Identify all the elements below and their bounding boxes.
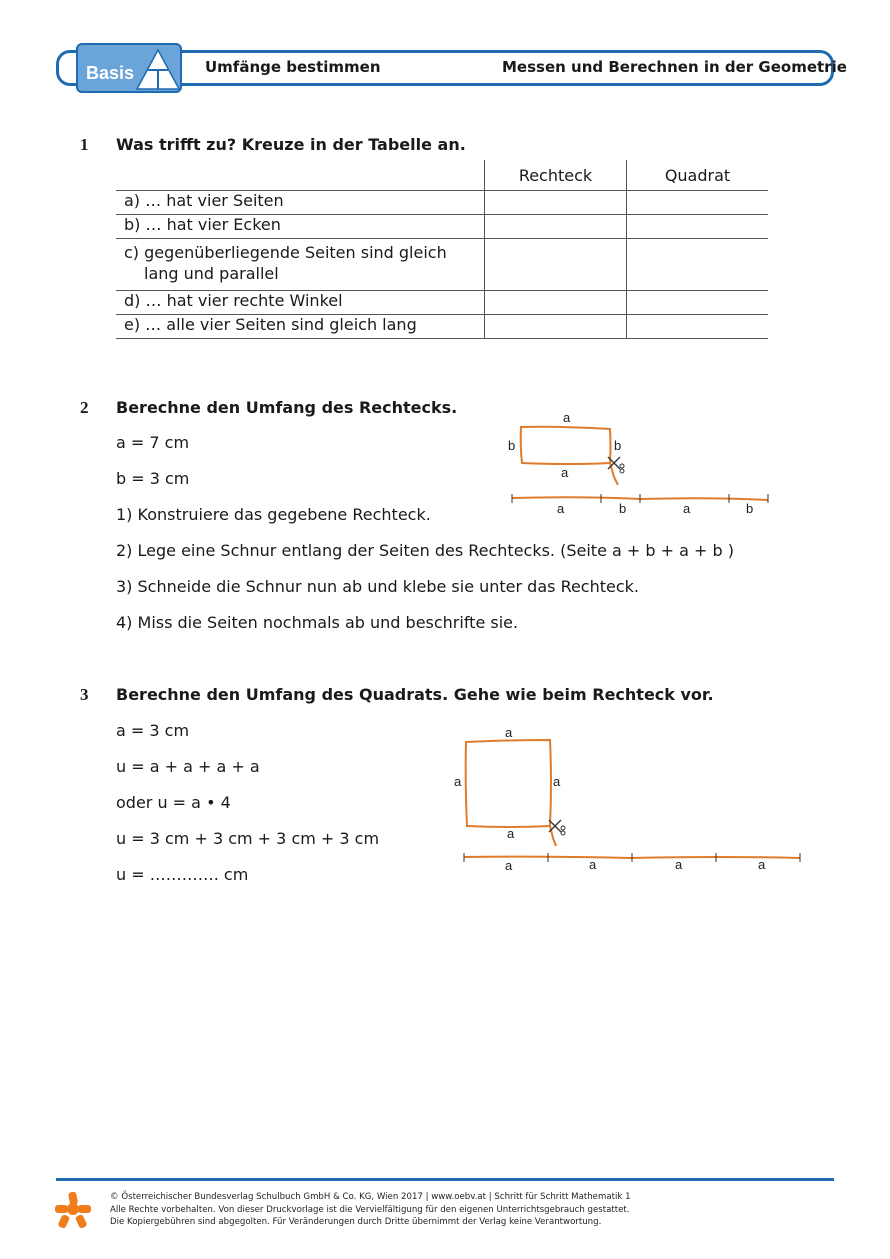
table-row [116,191,768,215]
task3-line: u = 3 cm + 3 cm + 3 cm + 3 cm [116,829,380,848]
row-label-line1: c) gegenüberliegende Seiten sind gleich [124,243,447,262]
label-top: a [563,410,571,425]
segment-label: a [505,858,513,873]
table-header-row [116,160,768,191]
task3-line: u = a + a + a + a [116,757,260,776]
checkbox-cell-rechteck[interactable] [485,239,627,291]
footer-line-1: © Österreichischer Bundesverlag Schulbuch GmbH & Co. KG, Wien 2017 | www.oebv.at | Schritt für Schritt Mathematik 1 [110,1192,631,1202]
label-right: a [553,774,561,789]
task2-line: 1) Konstruiere das gegebene Rechteck. [116,505,431,524]
basis-label: Basis [86,63,135,83]
pyramid-icon [134,47,182,91]
basis-badge [76,43,182,93]
row-label: a) … hat vier Seiten [116,191,485,215]
label-left: a [454,774,462,789]
table-row [116,215,768,239]
task2-title: Berechne den Umfang des Rechtecks. [116,398,458,417]
row-label: d) … hat vier rechte Winkel [116,291,485,315]
table-row [116,291,768,315]
checkbox-cell-quadrat[interactable] [627,315,769,339]
task3-number: 3 [80,685,89,704]
task1-table [116,160,768,339]
table-row [116,315,768,339]
footer-line-3: Die Kopiergebühren sind abgegolten. Für Veränderungen durch Dritte übernimmt der Verlag keine Verantwortung. [110,1217,602,1227]
footer-line [56,1178,834,1181]
row-label [116,239,485,291]
label-top: a [505,725,513,740]
footer-text [110,1191,631,1229]
checkbox-cell-quadrat[interactable] [627,239,769,291]
checkbox-cell-rechteck[interactable] [485,291,627,315]
label-bottom: a [561,465,569,480]
column-quadrat: Quadrat [627,160,769,191]
segment-label: a [557,501,565,516]
row-label: b) … hat vier Ecken [116,215,485,239]
task2-number: 2 [80,398,89,417]
segment-label: a [675,857,683,872]
header-left-title: Umfänge bestimmen [205,58,381,76]
task2-line: 3) Schneide die Schnur nun ab und klebe sie unter das Rechteck. [116,577,640,596]
header-right-title: Messen und Berechnen in der Geometrie [502,58,847,76]
task2-line: b = 3 cm [116,469,190,488]
checkbox-cell-quadrat[interactable] [627,191,769,215]
label-bottom: a [507,826,515,841]
task2-line: 2) Lege eine Schnur entlang der Seiten des Rechtecks. (Seite a + b + a + b ) [116,541,734,560]
task3-title: Berechne den Umfang des Quadrats. Gehe wie beim Rechteck vor. [116,685,714,704]
checkbox-cell-rechteck[interactable] [485,191,627,215]
task2-line: 4) Miss die Seiten nochmals ab und beschrifte sie. [116,613,519,632]
square-string-diagram [450,722,810,877]
label-left: b [508,438,516,453]
segment-label: a [758,857,766,872]
footer-line-2: Alle Rechte vorbehalten. Von dieser Druckvorlage ist die Vervielfältigung für den eigenen Unterrichtsgebrauch gestattet. [110,1204,630,1215]
row-label-line2: lang und parallel [144,264,279,283]
table-row [116,239,768,291]
task3-line: u = …………. cm [116,865,249,884]
task2-line: a = 7 cm [116,433,190,452]
row-label: e) … alle vier Seiten sind gleich lang [116,315,485,339]
rectangle-string-diagram [500,405,780,520]
column-rechteck: Rechteck [485,160,627,191]
checkbox-cell-quadrat[interactable] [627,291,769,315]
task1-title: Was trifft zu? Kreuze in der Tabelle an. [116,135,466,154]
task1-number: 1 [80,135,89,154]
segment-label: b [619,501,627,516]
checkbox-cell-rechteck[interactable] [485,315,627,339]
segment-label: b [746,501,754,516]
checkbox-cell-quadrat[interactable] [627,215,769,239]
task3-line: oder u = a • 4 [116,793,231,812]
segment-label: a [589,857,597,872]
segment-label: a [683,501,691,516]
task3-line: a = 3 cm [116,721,190,740]
label-right: b [614,438,622,453]
publisher-logo-icon [54,1191,92,1229]
checkbox-cell-rechteck[interactable] [485,215,627,239]
